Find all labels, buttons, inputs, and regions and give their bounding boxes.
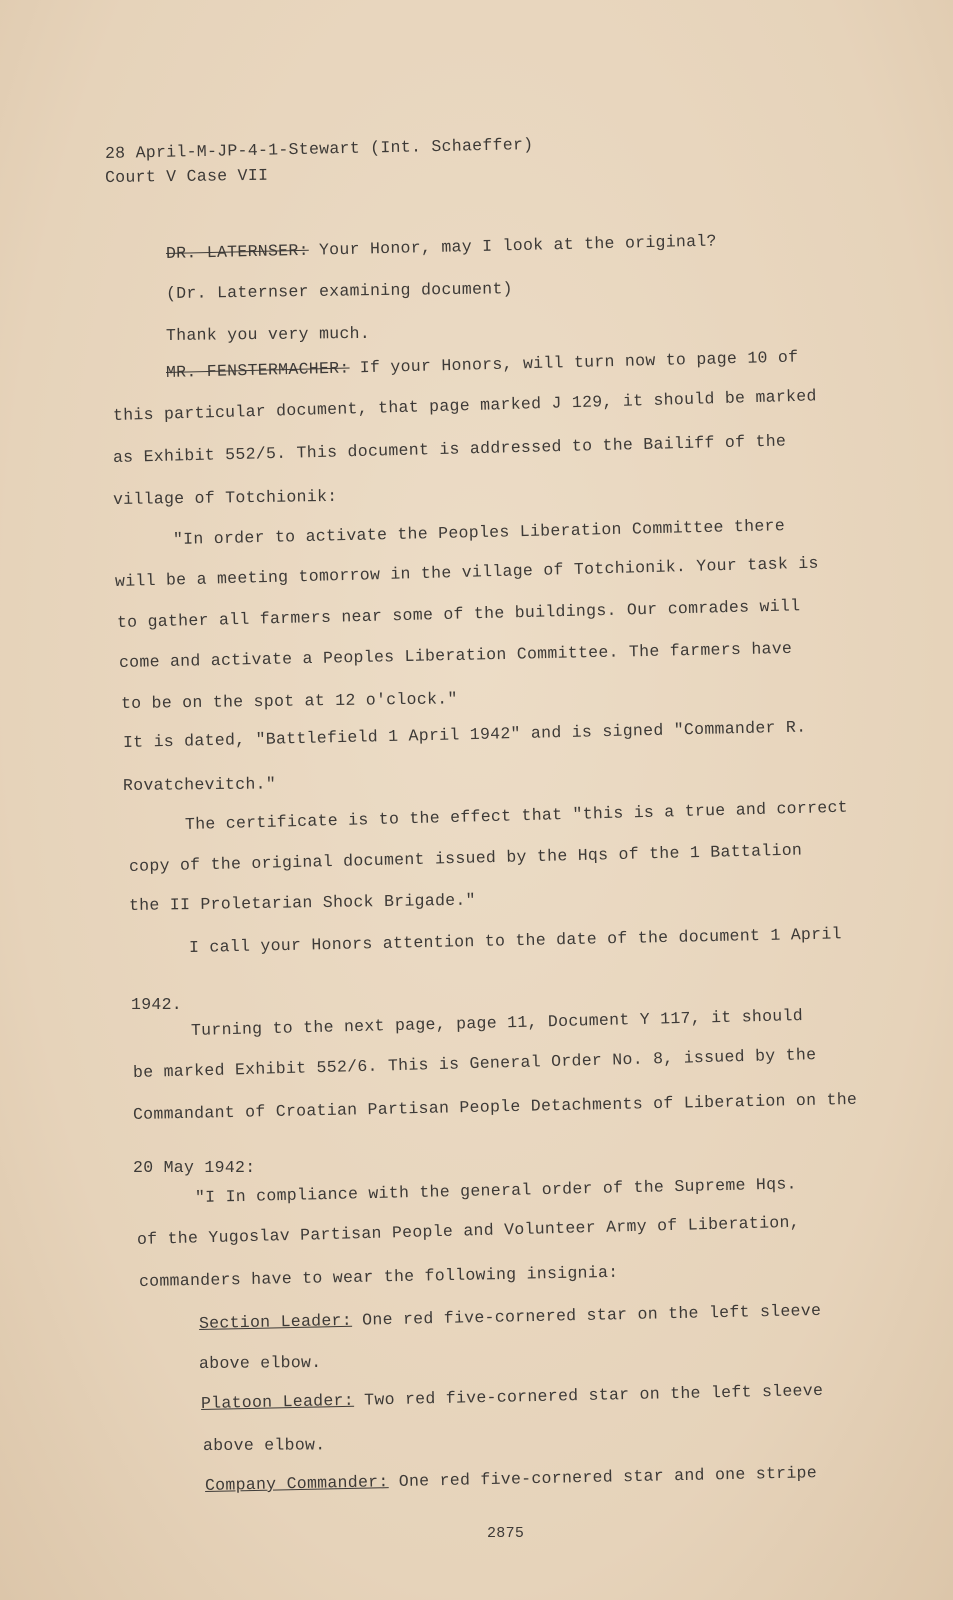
- line-text: village of Totchionik:: [112, 486, 338, 509]
- line-text: of the Yugoslav Partisan People and Volunteer Army of Liberation,: [136, 1212, 801, 1249]
- paragraph-line: [133, 1045, 817, 1082]
- paragraph-line: [123, 774, 276, 795]
- header-line-2: [105, 166, 268, 187]
- insignia-heading: Company Commander:: [204, 1472, 389, 1495]
- line-text: this particular document, that page marked J 129, it should be marked: [112, 386, 817, 425]
- paragraph-line: [137, 1213, 800, 1249]
- line-text: One red five-cornered star and one stripe: [398, 1463, 818, 1491]
- line-text: to be on the spot at 12 o'clock.": [120, 689, 458, 713]
- line-text: Two red five-cornered star on the left sleeve: [363, 1380, 824, 1410]
- line-text: above elbow.: [198, 1352, 322, 1373]
- paragraph-line: [133, 1090, 858, 1124]
- paragraph-line: [166, 324, 370, 345]
- paragraph-line: [203, 1435, 326, 1455]
- line-text: copy of the original document issued by the Hqs of the 1 Battalion: [128, 840, 803, 876]
- paragraph-line: [199, 1301, 822, 1333]
- line-text: 20 May 1942:: [133, 1158, 256, 1177]
- header-line-1: [105, 135, 534, 163]
- line-text: The certificate is to the effect that "this is a true and correct: [184, 797, 849, 834]
- insignia-heading: Platoon Leader:: [200, 1390, 355, 1413]
- line-text: above elbow.: [202, 1435, 326, 1455]
- paragraph-line: [189, 924, 842, 957]
- paragraph-line: [166, 232, 717, 263]
- line-text: Thank you very much.: [165, 323, 371, 345]
- line-text: 1942.: [131, 995, 183, 1014]
- paragraph-line: [113, 487, 338, 509]
- paragraph-line: [166, 279, 513, 303]
- speaker-label: MR. FENSTERMACHER:: [165, 358, 350, 382]
- line-text: will be a meeting tomorrow in the village of Totchionik. Your task is: [114, 553, 819, 591]
- line-text: Commandant of Croatian Partisan People Detachments of Liberation on the: [132, 1089, 858, 1124]
- paragraph-line: [113, 432, 787, 467]
- header-interpreter: (Int. Schaeffer): [369, 135, 534, 158]
- paragraph-line: [121, 689, 458, 713]
- line-text: "I In compliance with the general order of the Supreme Hqs.: [194, 1174, 797, 1207]
- paragraph-line: [173, 516, 785, 549]
- paragraph-line: [205, 1463, 817, 1495]
- paragraph-line: [115, 554, 819, 591]
- paragraph-line: [166, 348, 799, 382]
- line-text: It is dated, "Battlefield 1 April 1942" and is signed "Commander R.: [122, 717, 807, 752]
- paragraph-line: [201, 1381, 824, 1413]
- paragraph-line: [119, 639, 793, 672]
- line-text: I call your Honors attention to the date of the document 1 April: [188, 924, 842, 957]
- line-text: as Exhibit 552/5. This document is addressed to the Bailiff of the: [112, 431, 787, 467]
- paragraph-line: [113, 386, 817, 425]
- paragraph-line: [191, 1006, 803, 1040]
- header-court-case: Court V Case VII: [104, 165, 269, 187]
- paragraph-line: [195, 1174, 797, 1207]
- line-text: If your Honors, will turn now to page 10 of: [359, 347, 799, 378]
- line-text: commanders have to wear the following insignia:: [138, 1262, 619, 1291]
- line-text: to gather all farmers near some of the buildings. Our comrades will: [116, 596, 801, 632]
- paragraph-line: [133, 1158, 255, 1177]
- paragraph-line: [129, 891, 476, 915]
- speaker-label: DR. LATERNSER:: [165, 240, 310, 263]
- header-date-code: 28 April-M-JP-4-1-Stewart: [104, 138, 361, 163]
- paragraph-line: [199, 1353, 322, 1373]
- paragraph-line: [131, 995, 182, 1014]
- line-text: One red five-cornered star on the left sleeve: [361, 1300, 822, 1330]
- page-number: [487, 1525, 524, 1542]
- line-text: the II Proletarian Shock Brigade.": [128, 890, 476, 915]
- line-text: Your Honor, may I look at the original?: [318, 231, 717, 260]
- paragraph-line: [185, 798, 848, 834]
- line-text: Rovatchevitch.": [122, 774, 277, 795]
- line-text: come and activate a Peoples Liberation Committee. The farmers have: [118, 638, 793, 672]
- page-number-text: 2875: [487, 1525, 525, 1542]
- line-text: (Dr. Laternser examining document): [165, 279, 513, 303]
- paragraph-line: [139, 1263, 619, 1291]
- paragraph-line: [117, 596, 801, 632]
- paragraph-line: [129, 841, 803, 876]
- line-text: Turning to the next page, page 11, Document Y 117, it should: [190, 1006, 804, 1040]
- line-text: "In order to activate the Peoples Liberation Committee there: [172, 516, 786, 549]
- line-text: be marked Exhibit 552/6. This is General Order No. 8, issued by the: [132, 1045, 817, 1082]
- insignia-heading: Section Leader:: [198, 1310, 353, 1333]
- paragraph-line: [123, 717, 807, 752]
